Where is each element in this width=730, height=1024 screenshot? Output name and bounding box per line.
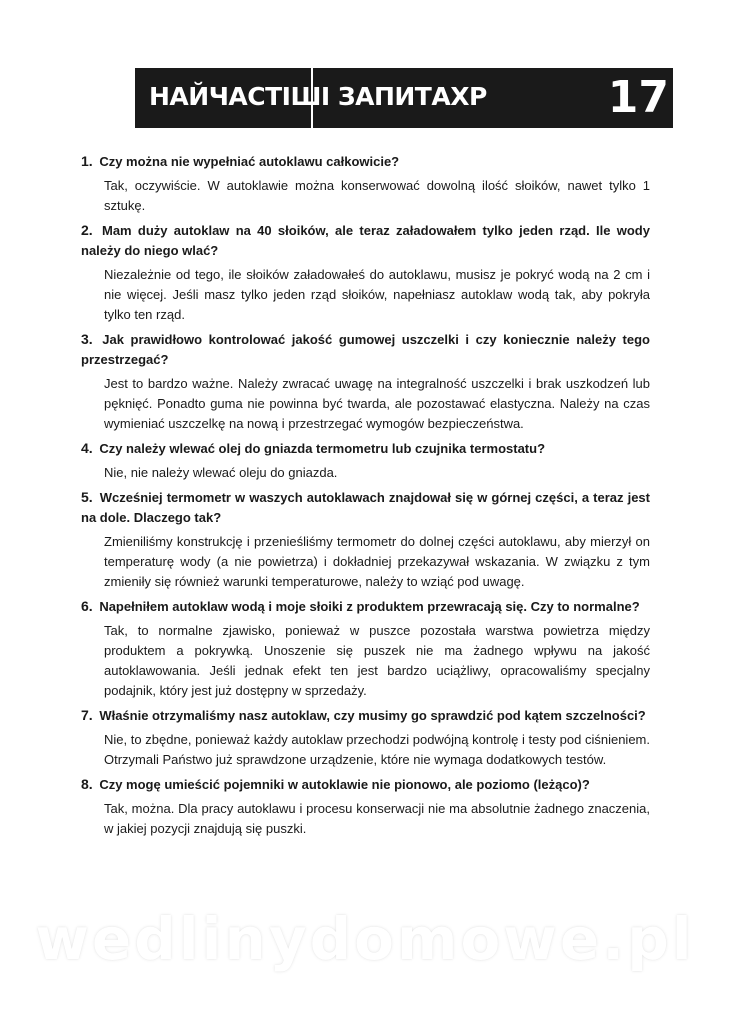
question-text: Czy należy wlewać olej do gniazda termometru lub czujnika termostatu? (99, 441, 546, 456)
faq-item (81, 151, 650, 216)
faq-question (81, 151, 650, 172)
question-number: 1. (81, 153, 93, 169)
faq-question (81, 774, 650, 795)
question-number: 3. (81, 331, 93, 347)
faq-question (81, 220, 650, 261)
faq-answer: Niezależnie od tego, ile słoików załadowałeś do autoklawu, musisz je pokryć wodą na 2 cm i nie więcej. Jeśli masz tylko jeden rząd słoików, napełniasz autoklaw wodą tak, aby pokryła tylko ten rząd. (104, 267, 650, 322)
faq-answer: Tak, to normalne zjawisko, ponieważ w puszce pozostała warstwa powietrza między produktem a pokrywką. Unoszenie się puszek nie ma żadnego wpływu na jakość autoklawowania. Jeśli jednak efekt ten jest bardzo uciążliwy, opracowaliśmy specjalny podajnik, który jest już dostępny w sprzedaży. (104, 623, 650, 698)
faq-question (81, 438, 650, 459)
faq-item (81, 487, 650, 592)
question-text: Wcześniej termometr w waszych autoklawach znajdował się w górnej części, a teraz jest na dole. Dlaczego tak? (81, 490, 650, 525)
faq-question (81, 487, 650, 528)
faq-list (81, 151, 650, 843)
faq-question (81, 705, 650, 726)
question-text: Mam duży autoklaw na 40 słoików, ale teraz załadowałem tylko jeden rząd. Ile wody należy do niego wlać? (81, 223, 650, 258)
question-text: Napełniłem autoklaw wodą i moje słoiki z produktem przewracają się. Czy to normalne? (99, 599, 640, 614)
question-text: Czy można nie wypełniać autoklawu całkowicie? (99, 154, 400, 169)
faq-answer: Tak, można. Dla pracy autoklawu i procesu konserwacji nie ma absolutnie żadnego znaczenia, w jakiej pozycji znajdują się puszki. (104, 801, 650, 836)
question-number: 7. (81, 707, 93, 723)
question-number: 4. (81, 440, 93, 456)
question-text: Jak prawidłowo kontrolować jakość gumowej uszczelki i czy koniecznie należy tego przestrzegać? (81, 332, 650, 367)
question-number: 5. (81, 489, 93, 505)
faq-question (81, 596, 650, 617)
question-text: Czy mogę umieścić pojemniki w autoklawie nie pionowo, ale poziomo (leżąco)? (99, 777, 590, 792)
question-number: 6. (81, 598, 93, 614)
faq-item (81, 220, 650, 325)
question-number: 8. (81, 776, 93, 792)
faq-answer: Jest to bardzo ważne. Należy zwracać uwagę na integralność uszczelki i brak uszkodzeń lub pęknięć. Ponadto guma nie powinna być twarda, ale pozostawać elastyczna. Należy na czas wymieniać uszczelkę na nową i przestrzegać wymogów bezpieczeństwa. (104, 376, 650, 431)
question-text: Właśnie otrzymaliśmy nasz autoklaw, czy musimy go sprawdzić pod kątem szczelności? (99, 708, 646, 723)
site-watermark: wedlinydomowe.pl (35, 905, 695, 973)
faq-question (81, 329, 650, 370)
faq-answer: Zmieniliśmy konstrukcję i przenieśliśmy termometr do dolnej części autoklawu, aby mierzył on temperaturę wody (a nie powietrza) i dokładniej przekazywał wskazania. W związku z tym zmieniły się również warunki temperaturowe, należy to wziąć pod uwagę. (104, 534, 650, 589)
chapter-title: НАЙЧАСТІШІ ЗАПИТАХР (149, 82, 487, 111)
faq-item (81, 438, 650, 483)
faq-answer: Tak, oczywiście. W autoklawie można konserwować dowolną ilość słoików, nawet tylko 1 sztukę. (104, 178, 650, 213)
faq-answer: Nie, to zbędne, ponieważ każdy autoklaw przechodzi podwójną kontrolę i testy pod ciśnieniem. Otrzymali Państwo już sprawdzone urządzenie, które nie wymaga dodatkowych testów. (104, 732, 650, 767)
page-number: 17 (607, 72, 669, 123)
question-number: 2. (81, 222, 93, 238)
chapter-header (135, 68, 673, 128)
faq-item (81, 705, 650, 770)
faq-item (81, 596, 650, 701)
faq-answer: Nie, nie należy wlewać oleju do gniazda. (104, 465, 338, 480)
faq-item (81, 329, 650, 434)
faq-item (81, 774, 650, 839)
